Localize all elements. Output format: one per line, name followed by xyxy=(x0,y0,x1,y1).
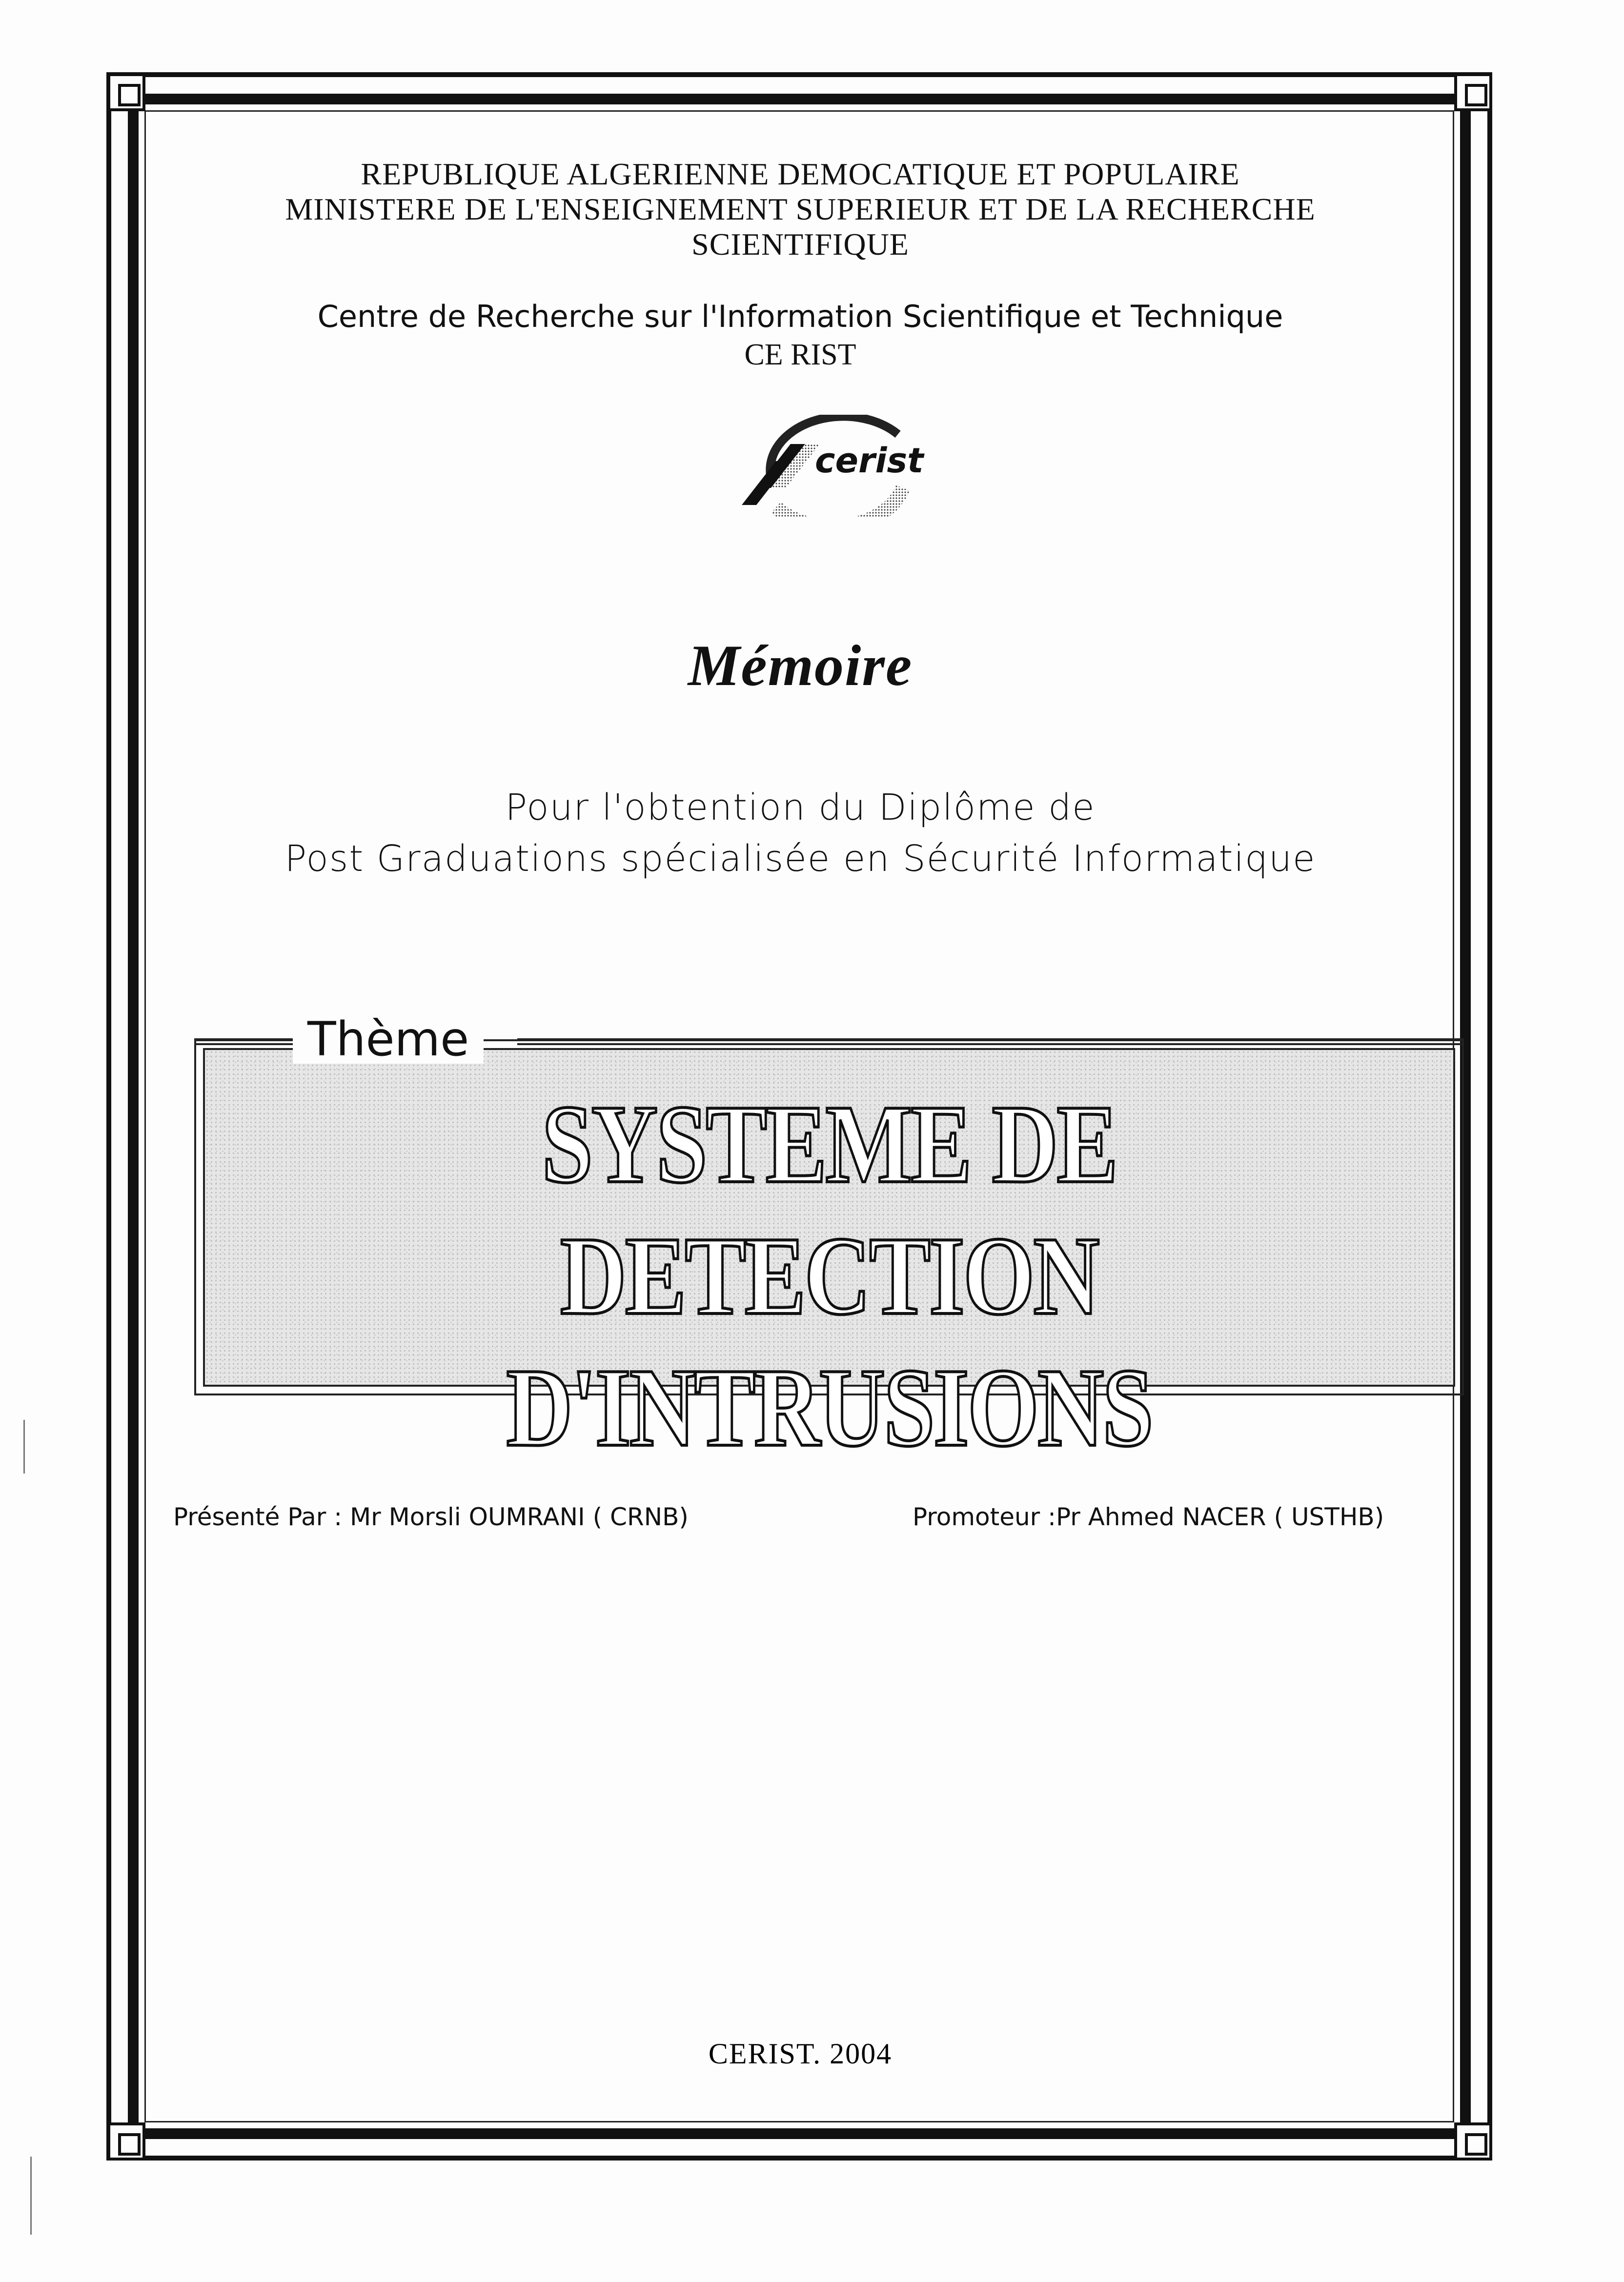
scan-mark xyxy=(30,2157,32,2235)
centre-acronym: CE RIST xyxy=(744,338,856,371)
ministry-heading-continued: SCIENTIFIQUE xyxy=(691,227,909,262)
theme-label: Thème xyxy=(293,1015,484,1064)
centre-name: Centre de Recherche sur l'Information Scientifique et Technique xyxy=(317,299,1283,334)
presenter-credit: Présenté Par : Mr Morsli OUMRANI ( CRNB) xyxy=(173,1503,689,1531)
diploma-line-1: Pour l'obtention du Diplôme de xyxy=(505,787,1096,828)
footer-year: CERIST. 2004 xyxy=(708,2038,893,2070)
republic-heading: REPUBLIQUE ALGERIENNE DEMOCATIQUE ET POPULAIRE xyxy=(361,157,1240,191)
theme-rule-right xyxy=(517,1038,1464,1045)
document-type: Mémoire xyxy=(688,633,913,698)
scan-mark xyxy=(23,1420,25,1474)
frame-corner-top-left xyxy=(107,73,145,111)
diploma-line-2: Post Graduations spécialisée en Sécurité Informatique xyxy=(284,838,1316,880)
supervisor-credit: Promoteur :Pr Ahmed NACER ( USTHB) xyxy=(913,1503,1384,1531)
theme-title: SYSTEME DE DETECTION D'INTRUSIONS xyxy=(506,1082,1152,1470)
ministry-heading: MINISTERE DE L'ENSEIGNEMENT SUPERIEUR ET DE LA RECHERCHE xyxy=(285,192,1316,226)
theme-rule-left xyxy=(194,1038,298,1045)
cerist-logo xyxy=(737,415,961,517)
frame-corner-bottom-right xyxy=(1454,2122,1492,2161)
logo-wordmark: cerist xyxy=(815,441,924,481)
frame-corner-top-right xyxy=(1454,73,1492,111)
frame-corner-bottom-left xyxy=(107,2122,145,2161)
